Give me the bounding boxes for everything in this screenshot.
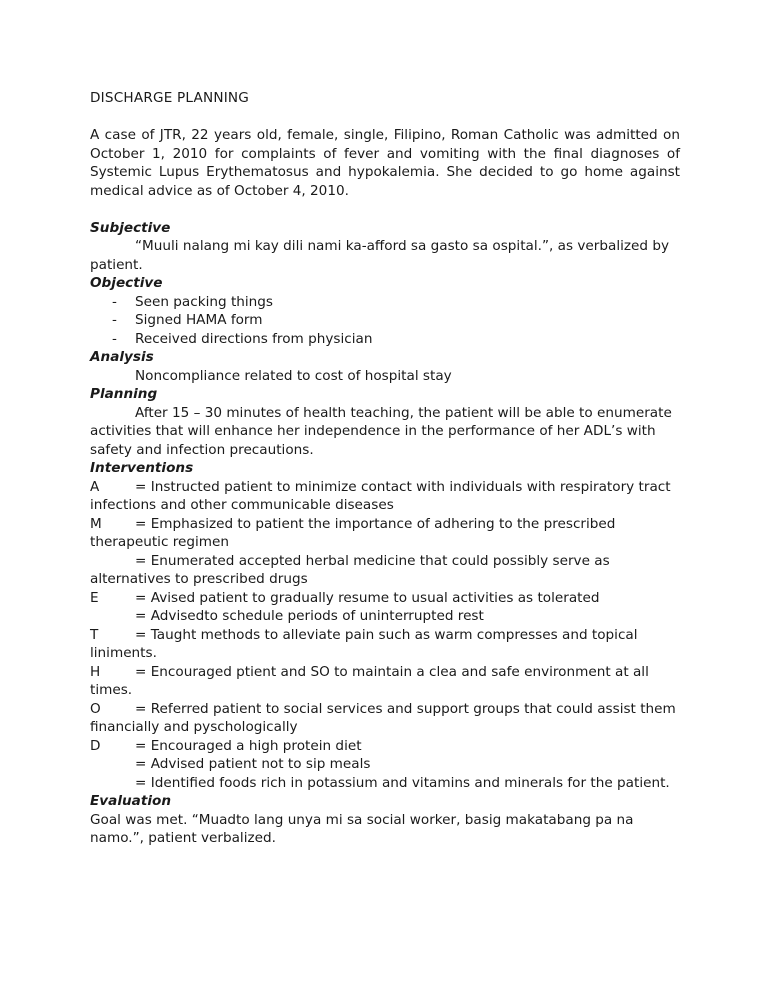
intervention-text: = Encouraged a high protein diet [135,737,362,754]
list-item-text: Seen packing things [135,293,273,310]
list-item-text: Received directions from physician [135,330,373,347]
interventions-heading: Interventions [90,460,194,476]
intervention-item [90,774,680,793]
list-item-text: Signed HAMA form [135,312,263,328]
dash-bullet: - [112,330,117,347]
list-item [90,293,680,312]
document-page [90,89,680,848]
planning-heading: Planning [90,386,158,402]
evaluation-text: Goal was met. “Muadto lang unya mi sa social worker, basig makatabang pa na namo.”, patient verbalized. [90,811,634,846]
intervention-text: = Enumerated accepted herbal medicine that could possibly serve as alternatives to prescribed drugs [90,552,610,587]
intervention-item [90,755,680,774]
intervention-letter: D [90,737,101,754]
list-item [90,311,680,330]
intervention-text: = Advised patient not to sip meals [135,756,371,772]
planning-text: After 15 – 30 minutes of health teaching, the patient will be able to enumerate activities that will enhance her independence in the performance of her ADL’s with safety and infection precautions. [90,404,672,458]
intervention-letter: M [90,515,102,532]
intervention-text: = Emphasized to patient the importance of adhering to the prescribed therapeutic regimen [90,515,616,550]
intervention-letter: E [90,589,99,606]
intervention-item [90,626,680,663]
intervention-item [90,737,680,756]
intervention-text: = Referred patient to social services and support groups that could assist them financially and pyschologically [90,700,676,735]
intervention-letter: A [90,478,100,495]
subjective-heading: Subjective [90,219,171,236]
intervention-text: = Instructed patient to minimize contact with individuals with respiratory tract infections and other communicable diseases [90,478,671,513]
intervention-item [90,663,680,700]
intervention-item [90,515,680,552]
intervention-text: = Avised patient to gradually resume to usual activities as tolerated [135,589,600,606]
dash-bullet: - [112,293,117,310]
intervention-item [90,700,680,737]
intervention-item [90,607,680,626]
objective-list [90,293,680,349]
evaluation-heading: Evaluation [90,793,172,809]
intro-paragraph: A case of JTR, 22 years old, female, single, Filipino, Roman Catholic was admitted on October 1, 2010 for complaints of fever and vomiting with the final diagnoses of Systemic Lupus Erythematosus and hypokalemia. She decided to go home against medical advice as of October 4, 2010. [90,127,680,199]
intervention-text: = Identified foods rich in potassium and vitamins and minerals for the patient. [135,774,670,791]
analysis-heading: Analysis [90,349,154,365]
intervention-text: = Taught methods to alleviate pain such as warm compresses and topical liniments. [90,626,638,661]
intervention-letter: O [90,700,101,717]
intervention-text: = Advisedto schedule periods of uninterrupted rest [135,608,484,624]
subjective-text: “Muuli nalang mi kay dili nami ka-afford sa gasto sa ospital.”, as verbalized by patient. [90,238,669,273]
intervention-item [90,552,680,589]
intervention-item [90,589,680,608]
intervention-letter: T [90,626,99,643]
document-title: DISCHARGE PLANNING [90,90,250,106]
list-item [90,330,680,349]
intervention-text: = Encouraged ptient and SO to maintain a clea and safe environment at all times. [90,663,649,698]
dash-bullet: - [112,312,117,328]
intervention-item [90,478,680,515]
analysis-text: Noncompliance related to cost of hospital stay [135,367,452,384]
intervention-letter: H [90,663,101,680]
objective-heading: Objective [90,275,163,291]
